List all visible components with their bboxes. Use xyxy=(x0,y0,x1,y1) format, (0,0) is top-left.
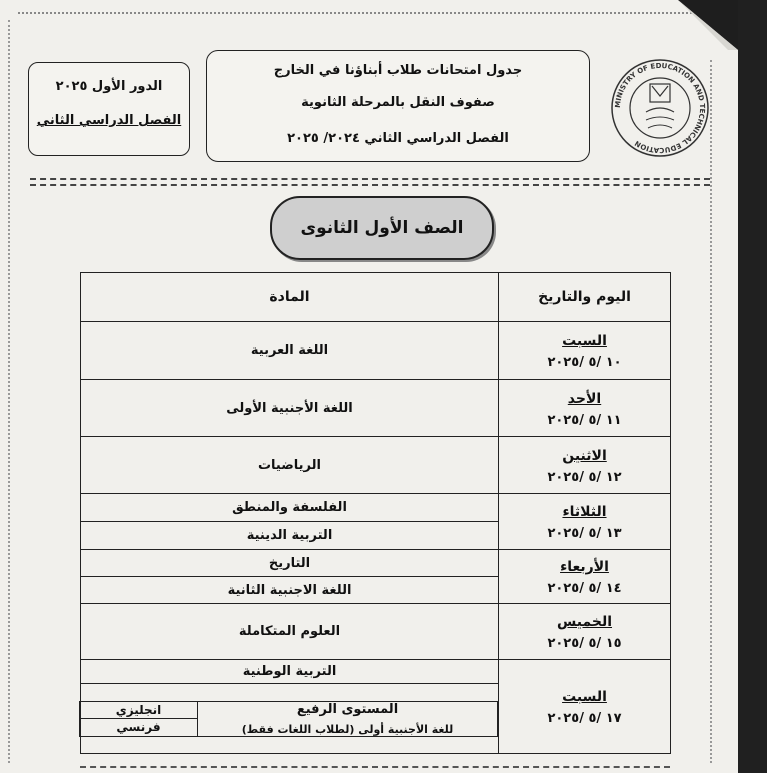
table-row xyxy=(81,380,671,437)
exam-date: ١٥ /٥ /٢٠٢٥ xyxy=(547,636,622,651)
term-line-1: الدور الأول ٢٠٢٥ xyxy=(55,79,163,94)
bottom-separator xyxy=(80,766,670,768)
advanced-level-cell xyxy=(81,684,499,754)
header-line-1: جدول امتحانات طلاب أبناؤنا في الخارج xyxy=(273,63,523,78)
term-line-2: الفصل الدراسي الثاني xyxy=(36,113,182,128)
subject-cell: الرياضيات xyxy=(81,437,499,494)
day-name: الاثنين xyxy=(562,447,607,464)
table-row xyxy=(81,604,671,660)
exam-date: ١٧ /٥ /٢٠٢٥ xyxy=(547,711,622,726)
header-line-2: صفوف النقل بالمرحلة الثانوية xyxy=(301,95,495,110)
subject-cell: اللغة العربية xyxy=(81,322,499,380)
language-option-english: انجليزي xyxy=(80,701,198,719)
subject-cell: اللغة الأجنبية الأولى xyxy=(81,380,499,437)
ministry-logo xyxy=(608,56,712,160)
header-line-3: الفصل الدراسي الثاني ٢٠٢٤/ ٢٠٢٥ xyxy=(287,131,509,146)
day-name: الأحد xyxy=(567,390,602,407)
day-name: الخميس xyxy=(556,614,613,630)
separator-line xyxy=(30,184,710,186)
exam-schedule-table xyxy=(80,272,671,754)
advanced-level-note: للغة الأجنبية أولى (لطلاب اللغات فقط) xyxy=(241,722,454,736)
right-dotted-border xyxy=(710,60,716,763)
exam-date: ١٠ /٥ /٢٠٢٥ xyxy=(547,355,622,370)
svg-text:MINISTRY OF EDUCATION AND TECH: MINISTRY OF EDUCATION AND TECHNICAL EDUCATION xyxy=(613,61,707,155)
day-name: الأربعاء xyxy=(560,559,609,575)
term-box xyxy=(28,62,190,156)
header-box xyxy=(206,50,590,162)
table-row xyxy=(81,550,671,577)
advanced-level-info xyxy=(198,701,498,736)
page-fold-shadow xyxy=(668,0,738,50)
exam-date: ١٤ /٥ /٢٠٢٥ xyxy=(547,581,622,596)
day-cell xyxy=(499,322,671,380)
day-cell xyxy=(499,437,671,494)
separator-line xyxy=(30,178,710,180)
scan-dark-margin xyxy=(738,0,767,773)
table-header-row xyxy=(81,273,671,322)
header-subject: المادة xyxy=(81,273,499,322)
day-name: الثلاثاء xyxy=(562,504,607,520)
day-cell xyxy=(499,604,671,660)
subject-cell: التربية الدينية xyxy=(81,522,499,550)
subject-cell: التاريخ xyxy=(81,550,499,577)
day-cell xyxy=(499,660,671,754)
table-row xyxy=(81,437,671,494)
subject-cell: التربية الوطنية xyxy=(81,660,499,684)
subject-cell: اللغة الاجنبية الثانية xyxy=(81,577,499,604)
language-option-french: فرنسي xyxy=(80,719,198,737)
exam-date: ١١ /٥ /٢٠٢٥ xyxy=(547,412,622,428)
header-day-date: اليوم والتاريخ xyxy=(499,273,671,322)
day-cell xyxy=(499,380,671,437)
day-cell xyxy=(499,550,671,604)
exam-date: ١٣ /٥ /٢٠٢٥ xyxy=(547,526,622,541)
grade-title: الصف الأول الثانوى xyxy=(300,218,464,238)
day-cell xyxy=(499,494,671,550)
table-row xyxy=(81,660,671,684)
left-dotted-border xyxy=(8,20,14,763)
exam-date: ١٢ /٥ /٢٠٢٥ xyxy=(547,469,622,485)
advanced-level-title: المستوى الرفيع xyxy=(296,701,399,717)
table-row xyxy=(81,494,671,522)
day-name: السبت xyxy=(562,333,607,349)
subject-cell: العلوم المتكاملة xyxy=(81,604,499,660)
subject-cell: الفلسفة والمنطق xyxy=(81,494,499,522)
grade-title-badge xyxy=(270,196,494,260)
top-dotted-border xyxy=(18,12,720,22)
table-row xyxy=(81,322,671,380)
day-name: السبت xyxy=(562,689,607,705)
advanced-level-table xyxy=(79,701,498,737)
